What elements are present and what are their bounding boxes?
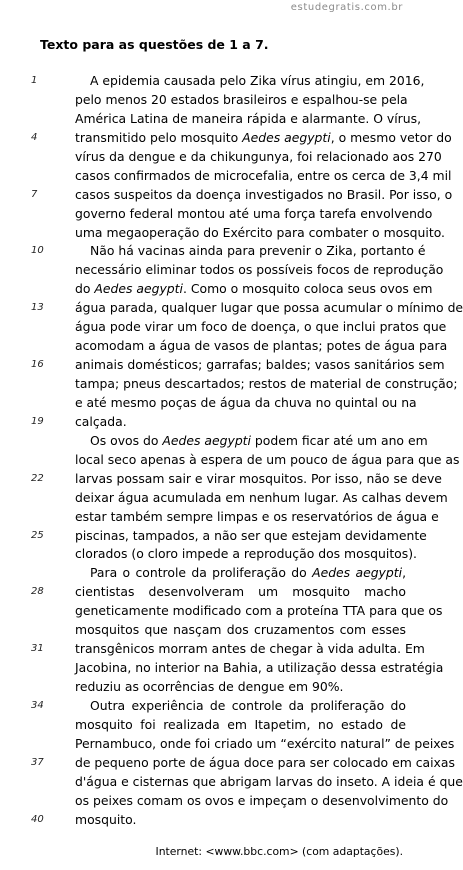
source-citation: Internet: <www.bbc.com> (com adaptações).	[155, 845, 403, 858]
text-line: Pernambuco, onde foi criado um “exército natural” de peixes	[75, 735, 455, 751]
line-number: 31	[31, 643, 44, 655]
line-number: 16	[31, 359, 44, 371]
text-line: necessário eliminar todos os possíveis focos de reprodução	[75, 262, 444, 278]
text-line: mosquitos que nasçam dos cruzamentos com esses	[75, 622, 406, 638]
line-number: 7	[31, 188, 38, 200]
text-line: estar também sempre limpas e os reservatórios de água e	[75, 508, 439, 524]
text-line: uma megaoperação do Exército para combater o mosquito.	[75, 224, 445, 240]
text-line: Os ovos do Aedes aegypti podem ficar até um ano em	[90, 432, 428, 448]
text-line: 1 A epidemia causada pelo Zika vírus atingiu, em 2016,	[75, 72, 406, 91]
text-line: casos confirmados de microcefalia, entre os cerca de 3,4 mil	[75, 167, 452, 183]
text-line: 40 mosquito.	[75, 811, 406, 830]
text-line: os peixes comam os ovos e impeçam o desenvolvimento do	[75, 792, 449, 808]
text-line: 28 cientistas desenvolveram um mosquito macho	[75, 583, 406, 602]
text-line: 4 transmitido pelo mosquito Aedes aegypti, o mesmo vetor do	[75, 129, 406, 148]
text-line: Jacobina, no interior na Bahia, a utilização dessa estratégia	[75, 660, 444, 676]
line-number: 19	[31, 415, 44, 427]
text-line: vírus da dengue e da chikungunya, foi relacionado aos 270	[75, 148, 442, 164]
text-line: 25 piscinas, tampados, a não ser que estejam devidamente	[75, 527, 406, 546]
passage-text	[31, 72, 463, 830]
line-number: 1	[31, 75, 38, 86]
text-line: deixar água acumulada em nenhum lugar. As calhas devem	[75, 489, 448, 505]
text-line: 37 de pequeno porte de água doce para ser colocado em caixas	[75, 754, 406, 773]
text-line: tampa; pneus descartados; restos de material de construção;	[75, 376, 458, 391]
text-line: do Aedes aegypti. Como o mosquito coloca seus ovos em	[75, 281, 433, 297]
text-line: 7 casos suspeitos da doença investigados no Brasil. Por isso, o	[75, 186, 406, 205]
text-line: e até mesmo poças de água da chuva no quintal ou na	[75, 394, 417, 410]
text-line: clorados (o cloro impede a reprodução dos mosquitos).	[75, 546, 417, 562]
text-line: água pode virar um foco de doença, o que inclui pratos que	[75, 319, 447, 335]
line-number: 25	[31, 529, 44, 541]
text-line: acomodam a água de vasos de plantas; potes de água para	[75, 338, 448, 354]
site-watermark: estudegratis.com.br	[290, 2, 403, 13]
text-line: local seco apenas à espera de um pouco de água para que as	[75, 451, 460, 467]
text-line: geneticamente modificado com a proteína TTA para que os	[75, 603, 443, 619]
line-number: 34	[31, 699, 44, 711]
line-number: 40	[31, 813, 44, 825]
text-line: 34 Outra experiência de controle da proliferação do	[75, 697, 406, 716]
text-line: mosquito foi realizada em Itapetim, no estado de	[75, 716, 406, 732]
text-line: América Latina de maneira rápida e alarmante. O vírus,	[75, 110, 422, 126]
section-heading: Texto para as questões de 1 a 7.	[40, 37, 269, 52]
text-line: 31 transgênicos morram antes de chegar à vida adulta. Em	[75, 640, 406, 659]
line-number: 37	[31, 756, 44, 768]
text-line: 19 calçada.	[75, 413, 406, 432]
text-line: Para o controle da proliferação do Aedes aegypti,	[90, 565, 407, 581]
text-line: 16 animais domésticos; garrafas; baldes; vasos sanitários sem	[75, 356, 406, 375]
line-number: 13	[31, 302, 44, 314]
text-line: 13 água parada, qualquer lugar que possa acumular o mínimo de	[75, 299, 406, 318]
text-line: d'água e cisternas que abrigam larvas do inseto. A ideia é que	[75, 773, 463, 789]
line-number: 28	[31, 586, 44, 598]
text-line: reduziu as ocorrências de dengue em 90%.	[75, 679, 344, 694]
line-number: 22	[31, 472, 44, 484]
text-line: governo federal montou até uma força tarefa envolvendo	[75, 205, 433, 221]
line-number: 10	[31, 245, 44, 257]
line-number: 4	[31, 131, 38, 143]
text-line: pelo menos 20 estados brasileiros e espalhou-se pela	[75, 91, 408, 107]
text-line: 10 Não há vacinas ainda para prevenir o Zika, portanto é	[75, 242, 406, 261]
text-line: 22 larvas possam sair e virar mosquitos. Por isso, não se deve	[75, 470, 406, 489]
